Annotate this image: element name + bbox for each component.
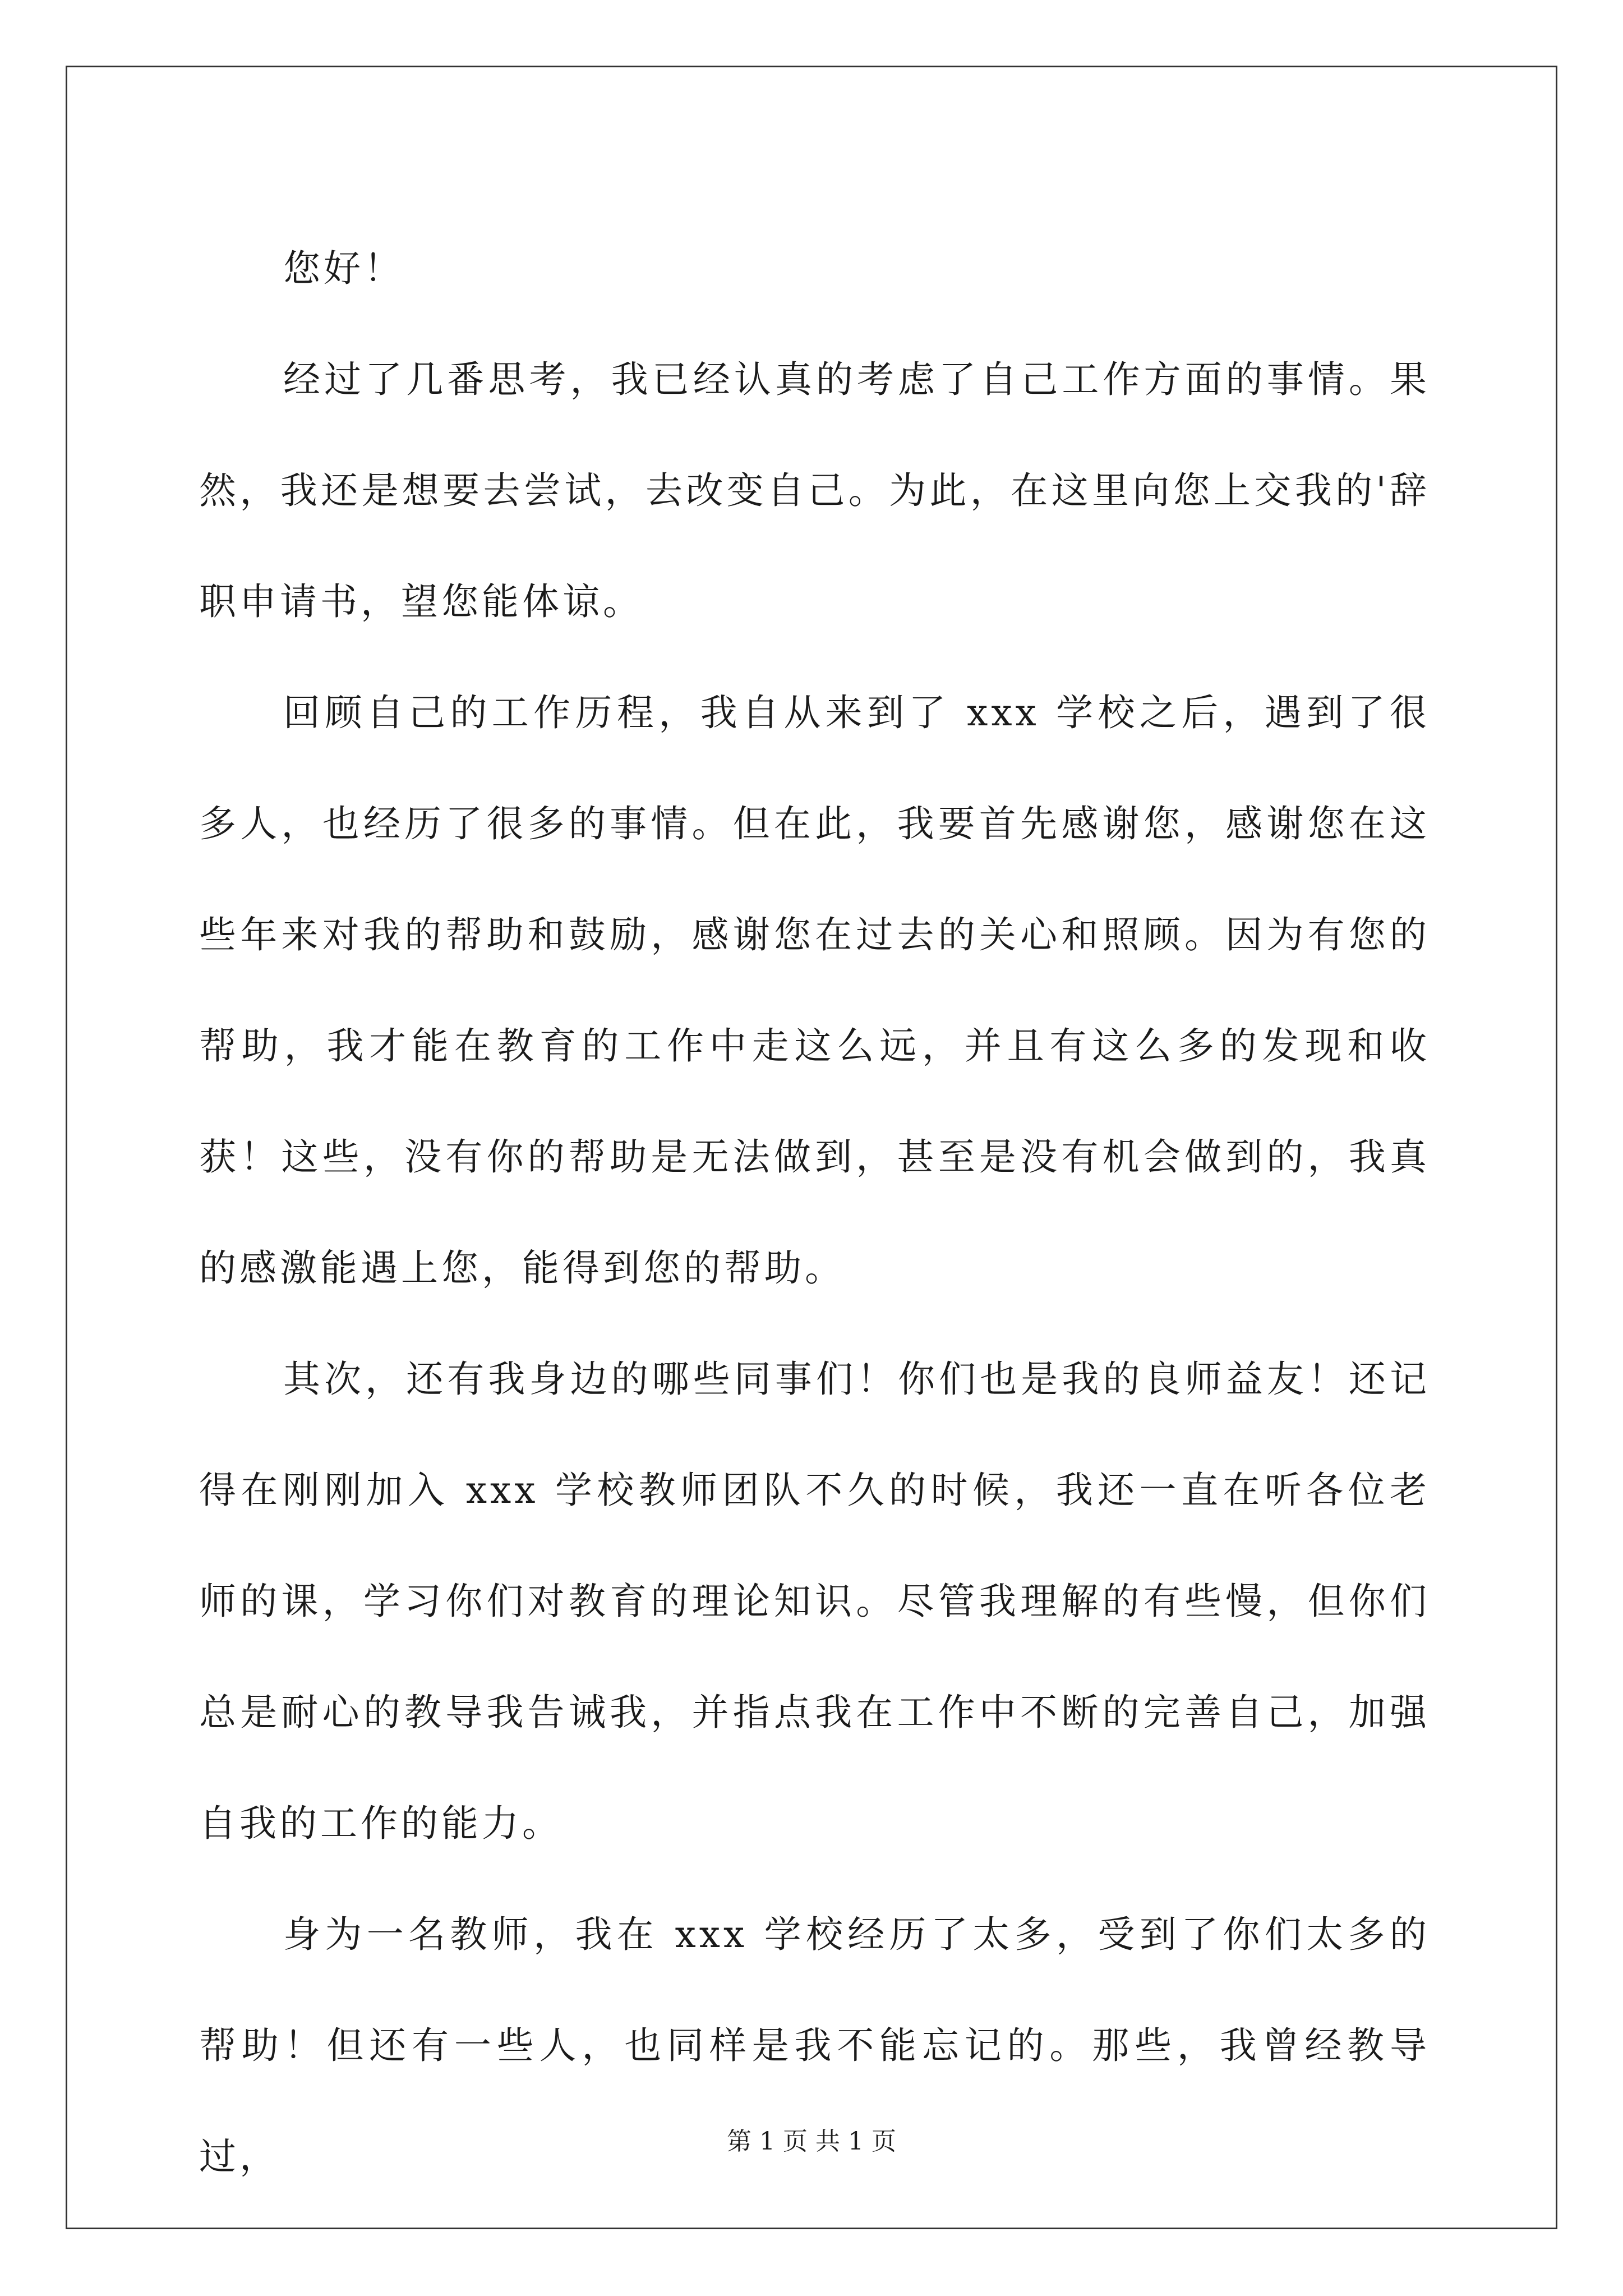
greeting: 您好！ (283, 247, 404, 290)
document-body (199, 213, 1430, 2212)
paragraph-3: 其次，还有我身边的哪些同事们！你们也是我的良师益友！还记得在刚刚加入 xxx 学校教师团队不久的时候，我还一直在听各位老师的课，学习你们对教育的理论知识。尽管我理解的有些慢，但你们总是耐心的教导我告诫我，并指点我在工作中不断的完善自己，加强自我的工作的能力。 (199, 1358, 1430, 1845)
paragraph-1: 经过了几番思考，我已经认真的考虑了自己工作方面的事情。果然，我还是想要去尝试，去改变自己。为此，在这里向您上交我的'辞职申请书，望您能体谅。 (199, 358, 1430, 623)
paragraph-2: 回顾自己的工作历程，我自从来到了 xxx 学校之后，遇到了很多人，也经历了很多的事情。但在此，我要首先感谢您，感谢您在这些年来对我的帮助和鼓励，感谢您在过去的关心和照顾。因为有您的帮助，我才能在教育的工作中走这么远，并且有这么多的发现和收获！这些，没有你的帮助是无法做到，甚至是没有机会做到的，我真的感激能遇上您，能得到您的帮助。 (199, 691, 1430, 1290)
paragraph-4: 身为一名教师，我在 xxx 学校经历了太多，受到了你们太多的帮助！但还有一些人，也同样是我不能忘记的。那些，我曾经教导过， (199, 1913, 1430, 2178)
page-number-footer: 第 1 页 共 1 页 (727, 2127, 896, 2156)
